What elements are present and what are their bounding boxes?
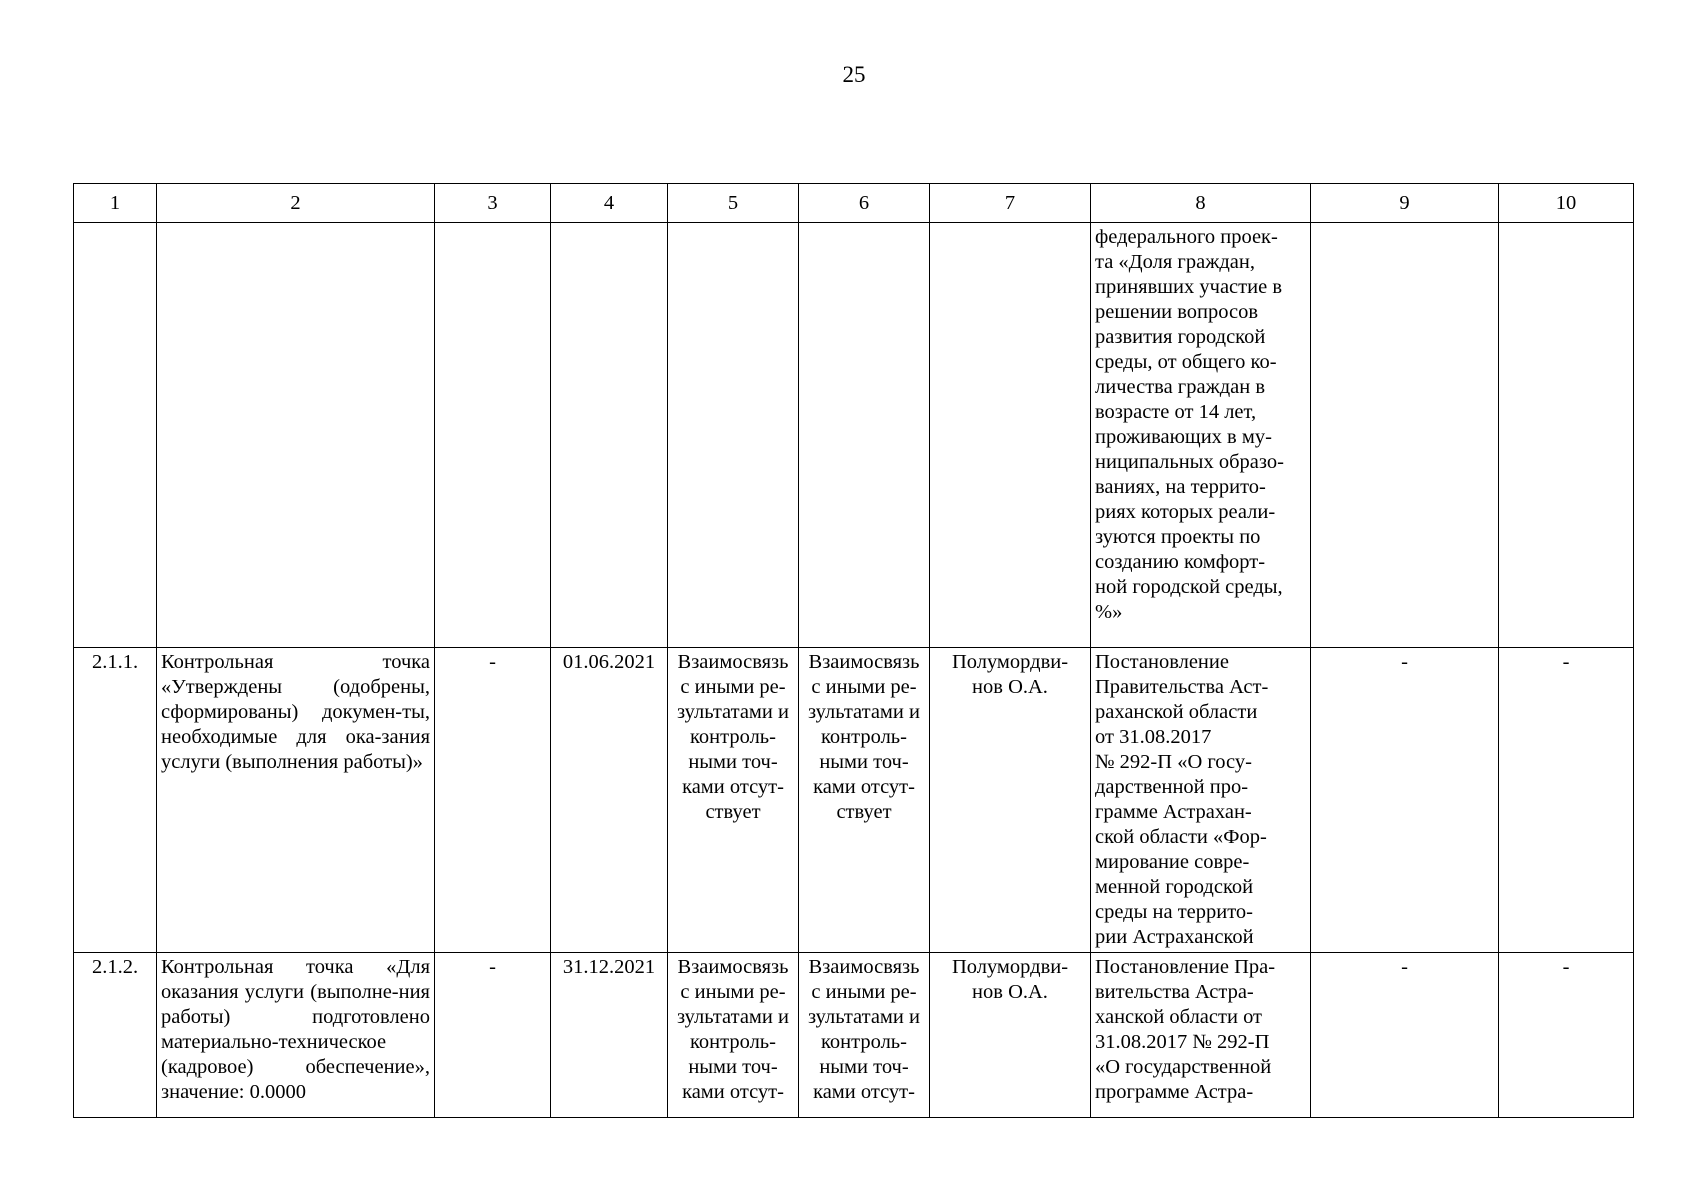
cell-relation-b: Взаимосвязь с иными ре- зультатами и контроль- ными точ- ками отсут- — [799, 953, 930, 1118]
cell-document: Постановление Пра- вительства Астра- ханской области от 31.08.2017 № 292-П «О государственной программе Астра- — [1091, 953, 1311, 1118]
cell-col10: - — [1499, 648, 1634, 953]
header-cell-2: 2 — [157, 184, 435, 223]
header-cell-3: 3 — [435, 184, 551, 223]
cell-responsible: Полумордви- нов О.А. — [930, 953, 1091, 1118]
cell-col9 — [1311, 223, 1499, 648]
program-table — [73, 183, 1634, 1118]
page-number: 25 — [842, 62, 866, 87]
cell-date: 01.06.2021 — [551, 648, 668, 953]
header-cell-4: 4 — [551, 184, 668, 223]
cell-responsible — [930, 223, 1091, 648]
cell-document: федерального проек- та «Доля граждан, принявших участие в решении вопросов развития городской среды, от общего ко- личества граждан в возрасте от 14 лет, проживающих в му- ниципальных образо- ваниях, на террито- риях которых реали- зуются проекты по созданию комфорт- ной городской среды, %» — [1091, 223, 1311, 648]
cell-col9: - — [1311, 953, 1499, 1118]
table-row-2-1-2 — [74, 953, 1634, 1118]
cell-responsible: Полумордви- нов О.А. — [930, 648, 1091, 953]
header-cell-7: 7 — [930, 184, 1091, 223]
header-cell-10: 10 — [1499, 184, 1634, 223]
cell-relation-a — [668, 223, 799, 648]
table-row-2-1-1 — [74, 648, 1634, 953]
cell-col3: - — [435, 648, 551, 953]
header-cell-6: 6 — [799, 184, 930, 223]
cell-col3: - — [435, 953, 551, 1118]
cell-number: 2.1.2. — [74, 953, 157, 1118]
cell-relation-a: Взаимосвязь с иными ре- зультатами и контроль- ными точ- ками отсут- — [668, 953, 799, 1118]
header-cell-9: 9 — [1311, 184, 1499, 223]
header-cell-8: 8 — [1091, 184, 1311, 223]
cell-relation-a: Взаимосвязь с иными ре- зультатами и контроль- ными точ- ками отсут- ствует — [668, 648, 799, 953]
table-row-continuation — [74, 223, 1634, 648]
cell-col3 — [435, 223, 551, 648]
cell-description: Контрольная точка «Для оказания услуги (выполне-ния работы) подготовлено материально-техническое (кадровое) обеспечение», значение: 0.0000 — [157, 953, 435, 1118]
cell-col9: - — [1311, 648, 1499, 953]
header-row — [74, 184, 1634, 223]
cell-relation-b: Взаимосвязь с иными ре- зультатами и контроль- ными точ- ками отсут- ствует — [799, 648, 930, 953]
cell-col10: - — [1499, 953, 1634, 1118]
cell-col10 — [1499, 223, 1634, 648]
cell-description: Контрольная точка «Утверждены (одобрены, сформированы) докумен-ты, необходимые для ока-зания услуги (выполнения работы)» — [157, 648, 435, 953]
cell-document: Постановление Правительства Аст- раханской области от 31.08.2017 № 292-П «О госу- дарственной про- грамме Астрахан- ской области «Фор- мирование совре- менной городской среды на террито- рии Астраханской — [1091, 648, 1311, 953]
cell-description — [157, 223, 435, 648]
cell-number: 2.1.1. — [74, 648, 157, 953]
cell-number — [74, 223, 157, 648]
cell-relation-b — [799, 223, 930, 648]
header-cell-1: 1 — [74, 184, 157, 223]
cell-date — [551, 223, 668, 648]
header-cell-5: 5 — [668, 184, 799, 223]
cell-date: 31.12.2021 — [551, 953, 668, 1118]
